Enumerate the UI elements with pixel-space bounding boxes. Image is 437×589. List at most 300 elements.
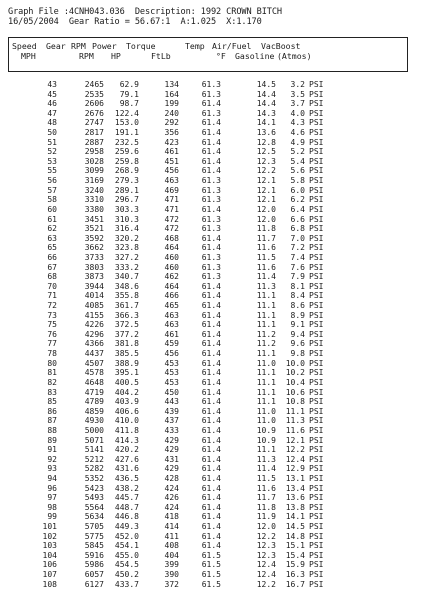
torque-cell: 426 [164,493,179,503]
vacboost-cell: 13.8 [285,502,305,512]
vacboost-cell: 9.4 [290,329,305,339]
table-row [0,263,437,273]
unit-cell: PSI [309,329,324,339]
table-row [0,445,437,455]
table-row [0,99,437,109]
vacboost-cell: 5.2 [290,147,305,157]
table-row [0,157,437,167]
vacboost-cell: 9.6 [290,339,305,349]
power-cell: 377.2 [114,329,139,339]
speed-cell: 75 [47,320,57,330]
power-cell: 395.1 [114,368,139,378]
speed-cell: 57 [47,185,57,195]
speed-cell: 48 [47,118,57,128]
air-fuel-cell: 11.7 [256,493,276,503]
speed-cell: 65 [47,243,57,253]
temp-cell: 61.4 [201,358,221,368]
unit-hp: HP [111,51,121,61]
power-cell: 98.7 [119,99,139,109]
unit-cell: PSI [309,214,324,224]
unit-cell: PSI [309,320,324,330]
table-row [0,215,437,225]
power-cell: 268.9 [114,166,139,176]
rpm-cell: 5845 [84,541,104,551]
temp-cell: 61.4 [201,281,221,291]
rpm-cell: 2606 [84,99,104,109]
temp-cell: 61.4 [201,128,221,138]
torque-cell: 399 [164,560,179,570]
temp-cell: 61.3 [201,185,221,195]
power-cell: 406.6 [114,406,139,416]
air-fuel-cell: 11.4 [256,272,276,282]
unit-cell: PSI [309,252,324,262]
unit-cell: PSI [309,425,324,435]
torque-cell: 428 [164,473,179,483]
torque-cell: 461 [164,147,179,157]
rpm-cell: 3028 [84,156,104,166]
air-fuel-cell: 12.2 [256,579,276,589]
speed-cell: 66 [47,252,57,262]
vacboost-cell: 12.1 [285,435,305,445]
temp-cell: 61.4 [201,368,221,378]
torque-cell: 465 [164,301,179,311]
torque-cell: 240 [164,108,179,118]
torque-cell: 456 [164,349,179,359]
torque-cell: 463 [164,176,179,186]
unit-cell: PSI [309,473,324,483]
speed-cell: 77 [47,339,57,349]
air-fuel-cell: 11.1 [256,310,276,320]
torque-cell: 431 [164,454,179,464]
col-temp: Temp [185,41,205,51]
power-cell: 454.5 [114,560,139,570]
table-row [0,570,437,580]
air-fuel-cell: 10.9 [256,435,276,445]
unit-cell: PSI [309,541,324,551]
unit-cell: PSI [309,454,324,464]
power-cell: 438.2 [114,483,139,493]
torque-cell: 468 [164,233,179,243]
torque-cell: 292 [164,118,179,128]
rpm-cell: 2676 [84,108,104,118]
temp-cell: 61.5 [201,570,221,580]
table-row [0,195,437,205]
vacboost-cell: 6.4 [290,204,305,214]
vacboost-cell: 13.6 [285,493,305,503]
vacboost-cell: 8.4 [290,291,305,301]
speed-cell: 45 [47,89,57,99]
speed-cell: 56 [47,176,57,186]
table-row [0,349,437,359]
air-fuel-cell: 12.3 [256,541,276,551]
temp-cell: 61.4 [201,541,221,551]
temp-cell: 61.4 [201,320,221,330]
col-vacboost: VacBoost [261,41,301,51]
air-fuel-cell: 11.6 [256,243,276,253]
temp-cell: 61.4 [201,166,221,176]
table-row [0,339,437,349]
col-speed: Speed [12,41,37,51]
air-fuel-cell: 11.3 [256,281,276,291]
table-row [0,436,437,446]
rpm-cell: 5141 [84,445,104,455]
col-rpm: RPM [71,41,86,51]
torque-cell: 456 [164,166,179,176]
rpm-cell: 4437 [84,349,104,359]
speed-cell: 43 [47,80,57,89]
power-cell: 436.5 [114,473,139,483]
air-fuel-cell: 12.3 [256,550,276,560]
unit-cell: PSI [309,80,324,89]
vacboost-cell: 3.5 [290,89,305,99]
temp-cell: 61.4 [201,137,221,147]
unit-cell: PSI [309,406,324,416]
torque-cell: 437 [164,416,179,426]
unit-cell: PSI [309,89,324,99]
table-row [0,368,437,378]
column-header-box [8,37,408,72]
table-row [0,147,437,157]
vacboost-cell: 11.1 [285,406,305,416]
temp-cell: 61.3 [201,214,221,224]
temp-cell: 61.5 [201,550,221,560]
unit-cell: PSI [309,570,324,580]
table-row [0,397,437,407]
air-fuel-cell: 11.1 [256,349,276,359]
unit-rpm: RPM [79,51,94,61]
temp-cell: 61.4 [201,233,221,243]
speed-cell: 68 [47,272,57,282]
temp-cell: 61.4 [201,531,221,541]
rpm-cell: 3733 [84,252,104,262]
speed-cell: 97 [47,493,57,503]
rpm-cell: 5000 [84,425,104,435]
table-row [0,282,437,292]
air-fuel-cell: 11.4 [256,464,276,474]
power-cell: 410.0 [114,416,139,426]
table-row [0,378,437,388]
temp-cell: 61.3 [201,252,221,262]
temp-cell: 61.3 [201,108,221,118]
unit-cell: PSI [309,445,324,455]
unit-cell: PSI [309,156,324,166]
torque-cell: 462 [164,272,179,282]
table-row [0,128,437,138]
vacboost-cell: 12.2 [285,445,305,455]
rpm-cell: 4648 [84,377,104,387]
air-fuel-cell: 11.1 [256,445,276,455]
air-fuel-cell: 11.1 [256,397,276,407]
speed-cell: 62 [47,224,57,234]
rpm-cell: 2887 [84,137,104,147]
rpm-cell: 5916 [84,550,104,560]
rpm-cell: 5071 [84,435,104,445]
rpm-cell: 4789 [84,397,104,407]
unit-cell: PSI [309,301,324,311]
air-fuel-cell: 12.2 [256,166,276,176]
table-row [0,522,437,532]
power-cell: 455.0 [114,550,139,560]
table-row [0,243,437,253]
unit-mph: MPH [21,51,36,61]
power-cell: 303.3 [114,204,139,214]
power-cell: 388.9 [114,358,139,368]
table-row [0,186,437,196]
speed-cell: 81 [47,368,57,378]
unit-cell: PSI [309,195,324,205]
col-power: Power [92,41,117,51]
torque-cell: 443 [164,397,179,407]
table-row [0,560,437,570]
vacboost-cell: 15.9 [285,560,305,570]
unit-cell: PSI [309,272,324,282]
rpm-cell: 3873 [84,272,104,282]
speed-cell: 53 [47,156,57,166]
table-row [0,109,437,119]
torque-cell: 460 [164,252,179,262]
unit-cell: PSI [309,339,324,349]
vacboost-cell: 7.9 [290,272,305,282]
unit-cell: PSI [309,493,324,503]
air-fuel-cell: 12.1 [256,185,276,195]
temp-cell: 61.3 [201,80,221,89]
power-cell: 153.0 [114,118,139,128]
speed-cell: 60 [47,204,57,214]
vacboost-cell: 14.5 [285,522,305,532]
table-row [0,532,437,542]
power-cell: 232.5 [114,137,139,147]
power-cell: 316.4 [114,224,139,234]
torque-cell: 439 [164,406,179,416]
speed-cell: 73 [47,310,57,320]
unit-cell: PSI [309,522,324,532]
torque-cell: 459 [164,339,179,349]
temp-cell: 61.3 [201,262,221,272]
air-fuel-cell: 13.6 [256,128,276,138]
rpm-cell: 2747 [84,118,104,128]
torque-cell: 464 [164,281,179,291]
speed-cell: 102 [42,531,57,541]
temp-cell: 61.4 [201,522,221,532]
temp-cell: 61.4 [201,301,221,311]
rpm-cell: 2465 [84,80,104,89]
table-row [0,272,437,282]
temp-cell: 61.4 [201,425,221,435]
air-fuel-cell: 11.3 [256,454,276,464]
air-fuel-cell: 14.3 [256,108,276,118]
air-fuel-cell: 11.1 [256,291,276,301]
vacboost-cell: 3.7 [290,99,305,109]
col-air-fuel: Air/Fuel [212,41,252,51]
vacboost-cell: 14.1 [285,512,305,522]
table-row [0,493,437,503]
table-row [0,90,437,100]
torque-cell: 134 [164,80,179,89]
vacboost-cell: 13.4 [285,483,305,493]
vacboost-cell: 10.8 [285,397,305,407]
vacboost-cell: 3.2 [290,80,305,89]
air-fuel-cell: 14.4 [256,89,276,99]
rpm-cell: 5423 [84,483,104,493]
vacboost-cell: 9.1 [290,320,305,330]
torque-cell: 418 [164,512,179,522]
rpm-cell: 6127 [84,579,104,589]
power-cell: 411.8 [114,425,139,435]
unit-cell: PSI [309,262,324,272]
temp-cell: 61.4 [201,377,221,387]
speed-cell: 88 [47,425,57,435]
speed-cell: 103 [42,541,57,551]
air-fuel-cell: 11.5 [256,473,276,483]
vacboost-cell: 15.4 [285,550,305,560]
power-cell: 446.8 [114,512,139,522]
speed-cell: 82 [47,377,57,387]
torque-cell: 471 [164,195,179,205]
air-fuel-cell: 11.6 [256,262,276,272]
rpm-cell: 3944 [84,281,104,291]
unit-cell: PSI [309,483,324,493]
temp-cell: 61.4 [201,291,221,301]
speed-cell: 47 [47,108,57,118]
vacboost-cell: 10.4 [285,377,305,387]
power-cell: 427.6 [114,454,139,464]
vacboost-cell: 6.8 [290,224,305,234]
air-fuel-cell: 14.1 [256,118,276,128]
torque-cell: 199 [164,99,179,109]
rpm-cell: 3521 [84,224,104,234]
vacboost-cell: 16.7 [285,579,305,589]
table-row [0,464,437,474]
torque-cell: 411 [164,531,179,541]
speed-cell: 107 [42,570,57,580]
torque-cell: 424 [164,483,179,493]
unit-cell: PSI [309,166,324,176]
torque-cell: 408 [164,541,179,551]
speed-cell: 101 [42,522,57,532]
rpm-cell: 3662 [84,243,104,253]
vacboost-cell: 7.2 [290,243,305,253]
power-cell: 433.7 [114,579,139,589]
air-fuel-cell: 11.1 [256,387,276,397]
vacboost-cell: 5.6 [290,166,305,176]
torque-cell: 464 [164,243,179,253]
air-fuel-cell: 14.4 [256,99,276,109]
air-fuel-cell: 12.0 [256,522,276,532]
power-cell: 296.7 [114,195,139,205]
table-row [0,388,437,398]
air-fuel-cell: 11.1 [256,301,276,311]
power-cell: 355.8 [114,291,139,301]
torque-cell: 469 [164,185,179,195]
unit-cell: PSI [309,387,324,397]
rpm-cell: 4507 [84,358,104,368]
speed-cell: 86 [47,406,57,416]
unit-cell: PSI [309,464,324,474]
table-row [0,166,437,176]
rpm-cell: 3803 [84,262,104,272]
speed-cell: 94 [47,473,57,483]
table-row [0,541,437,551]
vacboost-cell: 11.6 [285,425,305,435]
torque-cell: 472 [164,224,179,234]
vacboost-cell: 10.0 [285,358,305,368]
speed-cell: 96 [47,483,57,493]
rpm-cell: 4578 [84,368,104,378]
power-cell: 431.6 [114,464,139,474]
unit-cell: PSI [309,281,324,291]
torque-cell: 472 [164,214,179,224]
vacboost-cell: 15.1 [285,541,305,551]
temp-cell: 61.4 [201,329,221,339]
vacboost-cell: 11.3 [285,416,305,426]
power-cell: 404.2 [114,387,139,397]
rpm-cell: 3592 [84,233,104,243]
air-fuel-cell: 12.1 [256,176,276,186]
temp-cell: 61.4 [201,243,221,253]
torque-cell: 414 [164,522,179,532]
unit-cell: PSI [309,502,324,512]
unit-cell: PSI [309,204,324,214]
vacboost-cell: 4.9 [290,137,305,147]
air-fuel-cell: 11.1 [256,368,276,378]
unit-cell: PSI [309,118,324,128]
air-fuel-cell: 11.0 [256,416,276,426]
speed-cell: 104 [42,550,57,560]
power-cell: 400.5 [114,377,139,387]
power-cell: 372.5 [114,320,139,330]
speed-cell: 99 [47,512,57,522]
rpm-cell: 3380 [84,204,104,214]
air-fuel-cell: 11.5 [256,252,276,262]
torque-cell: 404 [164,550,179,560]
table-row [0,512,437,522]
torque-cell: 390 [164,570,179,580]
vacboost-cell: 5.8 [290,176,305,186]
temp-cell: 61.4 [201,483,221,493]
rpm-cell: 3240 [84,185,104,195]
torque-cell: 424 [164,502,179,512]
torque-cell: 429 [164,435,179,445]
unit-cell: PSI [309,137,324,147]
speed-cell: 80 [47,358,57,368]
power-cell: 454.1 [114,541,139,551]
unit-cell: PSI [309,147,324,157]
vacboost-cell: 9.8 [290,349,305,359]
table-row [0,484,437,494]
rpm-cell: 4155 [84,310,104,320]
power-cell: 403.9 [114,397,139,407]
power-cell: 79.1 [119,89,139,99]
air-fuel-cell: 12.1 [256,195,276,205]
power-cell: 259.6 [114,147,139,157]
temp-cell: 61.3 [201,272,221,282]
unit-cell: PSI [309,368,324,378]
vacboost-cell: 10.2 [285,368,305,378]
speed-cell: 50 [47,128,57,138]
power-cell: 385.5 [114,349,139,359]
torque-cell: 164 [164,89,179,99]
speed-cell: 58 [47,195,57,205]
temp-cell: 61.4 [201,349,221,359]
power-cell: 414.3 [114,435,139,445]
table-row [0,205,437,215]
temp-cell: 61.3 [201,89,221,99]
unit-cell: PSI [309,560,324,570]
power-cell: 366.3 [114,310,139,320]
temp-cell: 61.4 [201,473,221,483]
unit-cell: PSI [309,550,324,560]
rpm-cell: 4930 [84,416,104,426]
